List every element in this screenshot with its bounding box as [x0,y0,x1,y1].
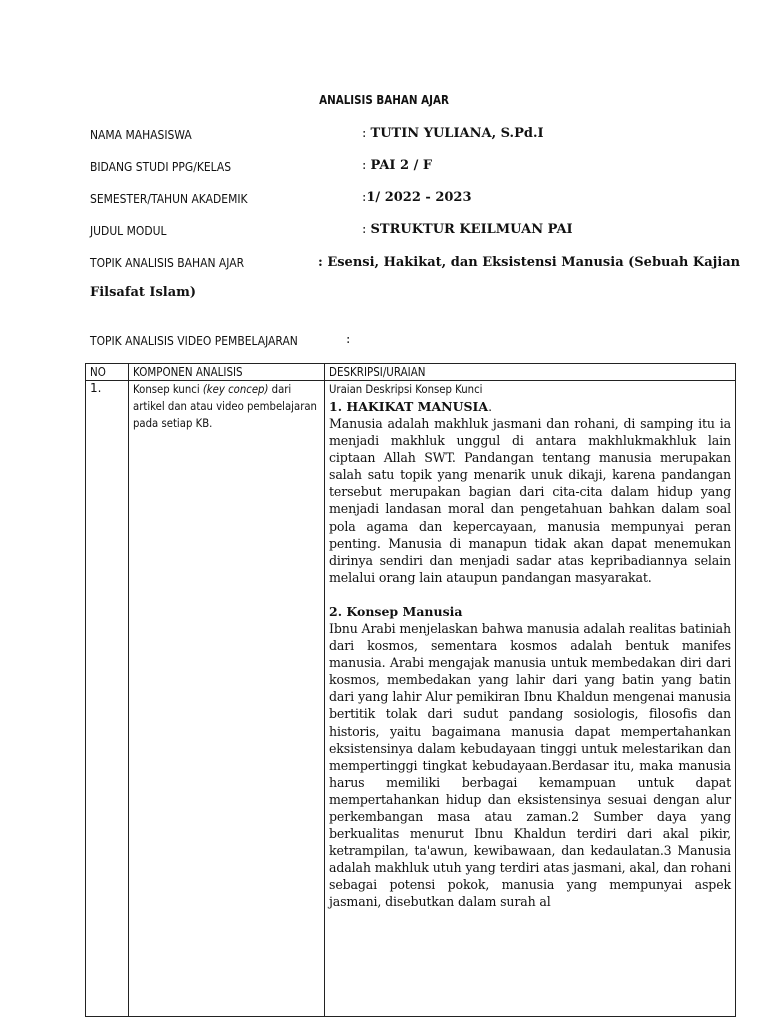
section-2-text: Ibnu Arabi menjelaskan bahwa manusia adalah realitas batiniah dari kosmos, sementara kosmos adalah bentuk manifes manusia. Arabi mengajak manusia untuk membedakan diri dari kosmos, membedakan yang lahir dari yang batin yang batin dari yang lahir Alur pemikiran Ibnu Khaldun mengenai manusia bertitik tolak dari sudut pandang sosiologis, filosofis dan historis, yaitu bagaimana manusia dapat mempertahankan eksistensinya dalam kebudayaan tinggi untuk melestarikan dan mempertinggi tingkat kebudayaan.Berdasar itu, maka manusia harus memiliki berbagai kemampuan untuk dapat mempertahankan hidup dan eksistensinya sesuai dengan alur perkembangan masa atau zaman.2 Sumber daya yang berkualitas menurut Ibnu Khaldun terdiri dari akal pikir, ketrampilan, ta'awun, kewibawaan, dan kedaulatan.3 Manusia adalah makhluk utuh yang terdiri atas jasmani, akal, dan rohani sebagai potensi pokok, manusia yang mempunyai aspek jasmani, disebutkan dalam surah al [329,620,731,910]
bidang-label: BIDANG STUDI PPG/KELAS [90,159,232,174]
nama-field [362,126,544,141]
topik-value-continued: Filsafat Islam) [90,285,197,300]
semester-value: 1/ 2022 - 2023 [366,190,472,205]
table-header-row [86,364,736,381]
nama-value: TUTIN YULIANA, S.Pd.I [370,126,544,141]
semester-separator: : [362,190,367,205]
judul-field [362,222,573,237]
bidang-field [362,158,432,173]
analysis-table [85,363,736,1017]
section-1-title: 1. HAKIKAT MANUSIA. [329,399,493,414]
judul-separator: : [362,222,371,237]
header-komponen: KOMPONEN ANALISIS [129,364,325,381]
video-label: TOPIK ANALISIS VIDEO PEMBELAJARAN [90,333,298,348]
header-deskripsi: DESKRIPSI/URAIAN [325,364,736,381]
document-title: ANALISIS BAHAN AJAR [319,93,449,107]
semester-field [362,190,472,205]
header-no: NO [86,364,129,381]
komponen-cell: Konsep kunci (key concep) dari artikel dan atau video pembelajaran pada setiap KB. [129,381,325,1017]
deskripsi-cell [325,381,736,1017]
topik-value: : Esensi, Hakikat, dan Eksistensi Manusia (Sebuah Kajian [318,255,741,270]
nama-label: NAMA MAHASISWA [90,127,192,142]
section-1-text: Manusia adalah makhluk jasmani dan rohani, di samping itu ia menjadi makhluk unggul di antara makhlukmakhluk lain ciptaan Allah SWT. Pandangan tentang manusia merupakan salah satu topik yang menarik unuk dikaji, karena pandangan tersebut merupakan bagian dari cita-cita dalam hidup yang menjadi landasan moral dan pengetahuan bahkan dalam soal pola agama dan kepercayaan, manusia mempunyai peran penting. Manusia di manapun tidak akan dapat menemukan dirinya sendiri dan menjadi sadar atas kepribadiannya selain melalui orang lain ataupun pandangan masyarakat. [329,416,731,585]
bidang-value: PAI 2 / F [370,158,433,173]
deskripsi-intro: Uraian Deskripsi Konsep Kunci [329,382,483,396]
bidang-separator: : [362,158,371,173]
video-separator: : [346,332,351,347]
judul-value: STRUKTUR KEILMUAN PAI [370,222,573,237]
table-row [86,381,736,1017]
topik-label: TOPIK ANALISIS BAHAN AJAR [90,255,245,270]
nama-separator: : [362,126,371,141]
semester-label: SEMESTER/TAHUN AKADEMIK [90,191,248,206]
row-number: 1. [86,381,129,1017]
judul-label: JUDUL MODUL [90,223,167,238]
section-2-title: 2. Konsep Manusia [329,603,463,619]
